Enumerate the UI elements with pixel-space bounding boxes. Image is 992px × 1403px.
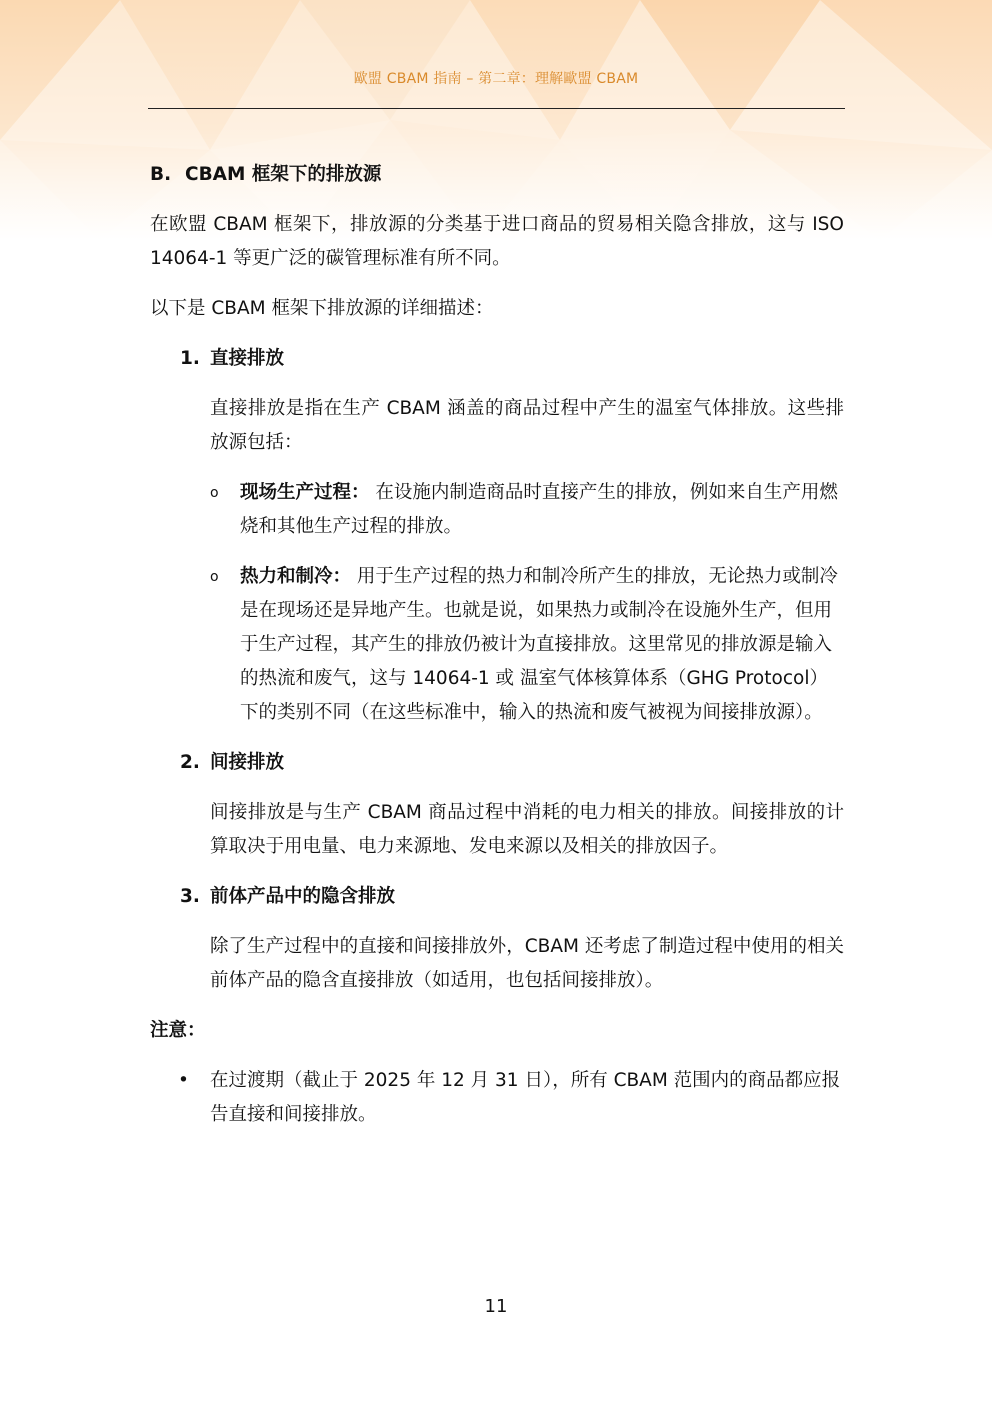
numbered-item-heading: [180, 342, 844, 376]
item-title: 直接排放: [210, 348, 285, 369]
item-body: 除了生产过程中的直接和间接排放外，CBAM 还考虑了制造过程中使用的相关前体产品的隐含直接排放（如适用，也包括间接排放）。: [210, 936, 844, 991]
sub-item-title: 热力和制冷：: [240, 566, 352, 587]
section-title: CBAM 框架下的排放源: [185, 164, 382, 185]
running-header: 歐盟 CBAM 指南 – 第二章：理解歐盟 CBAM: [353, 71, 639, 87]
item-title: 前体产品中的隐含排放: [210, 886, 396, 907]
sub-item-heat-cooling: [210, 560, 844, 730]
bullet-dot-icon: •: [178, 1070, 189, 1091]
note-bullet-text: 在过渡期（截止于 2025 年 12 月 31 日），所有 CBAM 范围内的商品都应报告直接和间接排放。: [210, 1070, 841, 1125]
header-divider: [148, 108, 845, 109]
numbered-item-direct-emissions: [180, 342, 844, 730]
item-body: 直接排放是指在生产 CBAM 涵盖的商品过程中产生的温室气体排放。这些排放源包括：: [210, 398, 844, 453]
sub-item-title: 现场生产过程：: [240, 482, 370, 503]
page-content: [150, 158, 844, 1148]
circle-bullet-icon: o: [210, 485, 219, 501]
numbered-item-precursor-emissions: [180, 880, 844, 998]
sub-item-onsite-production: [210, 476, 844, 544]
intro-paragraph: 在欧盟 CBAM 框架下，排放源的分类基于进口商品的贸易相关隐含排放，这与 ISO 14064-1 等更广泛的碳管理标准有所不同。: [150, 214, 844, 269]
sub-item-text: 用于生产过程的热力和制冷所产生的排放，无论热力或制冷是在现场还是异地产生。也就是说，如果热力或制冷在设施外生产，但用于生产过程，其产生的排放仍被计为直接排放。这里常见的排放源是输入的热流和废气，这与 14064-1 或 温室气体核算体系（GHG Protocol）下的类别不同（在这些标准中，输入的热流和废气被视为间接排放源）。: [240, 566, 838, 723]
note-bullet-item: [178, 1064, 844, 1132]
page-number: 11: [484, 1296, 508, 1317]
item-number: 2.: [180, 752, 200, 773]
sub-item-text: 在设施内制造商品时直接产生的排放，例如来自生产用燃烧和其他生产过程的排放。: [240, 482, 838, 537]
item-number: 1.: [180, 348, 200, 369]
circle-bullet-icon: o: [210, 569, 219, 585]
item-number: 3.: [180, 886, 200, 907]
section-heading: [150, 158, 844, 192]
section-letter: B.: [150, 164, 172, 185]
item-title: 间接排放: [210, 752, 285, 773]
item-body: 间接排放是与生产 CBAM 商品过程中消耗的电力相关的排放。间接排放的计算取决于用电量、电力来源地、发电来源以及相关的排放因子。: [210, 802, 844, 857]
numbered-item-indirect-emissions: [180, 746, 844, 864]
numbered-item-heading: [180, 746, 844, 780]
note-heading: 注意：: [150, 1020, 206, 1041]
lead-paragraph: 以下是 CBAM 框架下排放源的详细描述：: [150, 298, 494, 319]
numbered-item-heading: [180, 880, 844, 914]
